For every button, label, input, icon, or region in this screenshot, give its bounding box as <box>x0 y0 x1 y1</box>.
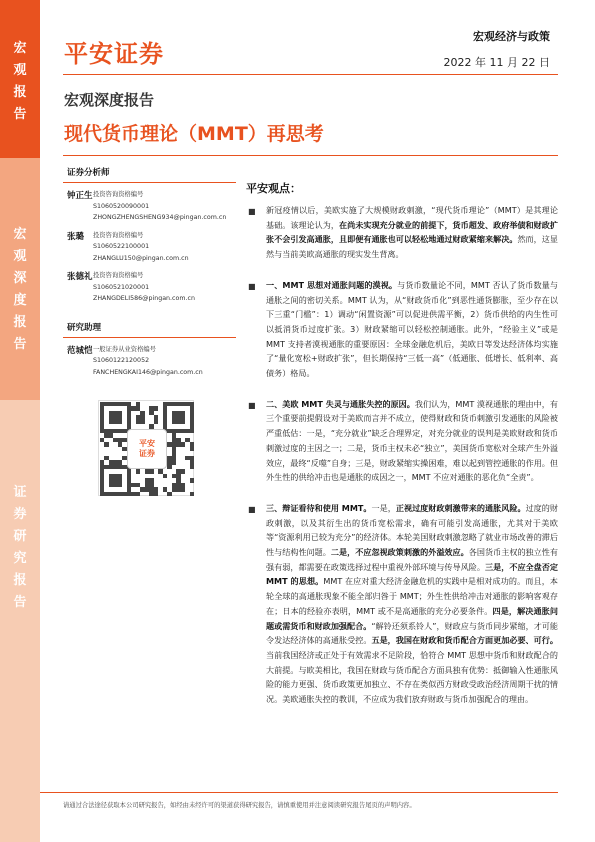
bullet-icon: ■ <box>248 504 256 514</box>
qr-module <box>172 447 176 451</box>
qr-module <box>104 402 108 406</box>
qr-module <box>118 442 122 446</box>
qr-module <box>181 420 185 424</box>
qr-module <box>100 460 104 464</box>
sidebar-block-securities-research-report <box>0 400 40 842</box>
qr-module <box>190 465 194 469</box>
sidebar-char: 观 <box>13 249 27 264</box>
qr-module <box>104 433 108 437</box>
paragraph-key-point: 一、MMT 思想对通胀问题的漠视。 <box>266 279 398 290</box>
viewpoint-paragraph <box>246 278 558 381</box>
paragraph-text: “解铃还须系铃人”，财政应与货币同步紧缩，才可能令发达经济体的高通胀受控。 <box>266 620 558 646</box>
qr-module <box>181 415 185 419</box>
qr-module <box>154 492 158 496</box>
qr-module <box>100 469 104 473</box>
qr-module <box>109 483 113 487</box>
analyst-credential: 一般证券从业资格编号 <box>93 345 156 353</box>
paragraph-key-point: 二是，不应忽视政策刺激的外溢效应。 <box>330 547 469 558</box>
qr-module <box>185 429 189 433</box>
qr-module <box>145 478 149 482</box>
qr-module <box>131 483 135 487</box>
qr-module <box>190 492 194 496</box>
qr-module <box>167 456 171 460</box>
qr-module <box>190 415 194 419</box>
company-logo: 平安证券 <box>64 40 164 68</box>
analyst-info <box>93 270 195 305</box>
qr-logo-line-1: 平安 <box>139 439 155 448</box>
analyst-credential: S1060521020001 <box>93 283 150 291</box>
qr-module <box>167 465 171 469</box>
qr-module <box>149 411 153 415</box>
analyst-credential: S1060122120052 <box>93 357 150 364</box>
qr-module <box>181 429 185 433</box>
analyst-entry <box>63 189 236 224</box>
qr-module <box>167 442 171 446</box>
sidebar-char: 度 <box>13 293 27 308</box>
qr-module <box>176 438 180 442</box>
paragraph-key-point: 四是，解决通胀问题或需货币和财政加强配合。 <box>266 605 558 631</box>
qr-module <box>127 406 131 410</box>
qr-module <box>167 460 171 464</box>
sidebar-char: 宏 <box>13 41 27 56</box>
qr-module <box>127 402 131 406</box>
qr-module <box>100 429 104 433</box>
qr-module <box>145 483 149 487</box>
analyst-info <box>93 344 203 379</box>
qr-module <box>163 474 167 478</box>
bullet-icon: ■ <box>248 207 256 216</box>
qr-logo-line-2: 证券 <box>139 449 155 458</box>
qr-module <box>172 451 176 455</box>
qr-module <box>185 456 189 460</box>
analysts-heading: 证券分析师 <box>63 166 236 183</box>
sidebar-char: 宏 <box>13 227 27 242</box>
qr-module <box>100 492 104 496</box>
paragraph-text: 我们认为，MMT 漠视通胀的理由中，有三个重要前提假设对于美欧而言并不成立，使得财政和货币刺激引发通胀的风险被严重低估：一是，“充分就业”缺乏合理界定，对充分就业的误判是美欧财政和货币刺激过度的主因之一；二是，货币主权未必“独立”，美国货币宽松对全球产生外溢效应，最终“反噬”自身；三是，财政紧缩实操困难，难以起到管控通胀的作用。但外生性的供给冲击也是通胀的成因之一，MMT 不应对通胀的恶化负“全责”。 <box>266 398 558 483</box>
qr-module <box>118 460 122 464</box>
qr-module <box>181 483 185 487</box>
qr-module <box>118 420 122 424</box>
analyst-name: 范城恺 <box>67 345 93 356</box>
qr-module <box>109 433 113 437</box>
qr-module <box>190 429 194 433</box>
paragraph-text: 一是， <box>371 502 396 513</box>
qr-module <box>181 442 185 446</box>
qr-module <box>176 483 180 487</box>
qr-module <box>118 415 122 419</box>
viewpoint-heading: 平安观点： <box>246 182 301 195</box>
qr-module <box>113 478 117 482</box>
qr-module <box>176 478 180 482</box>
analyst-credential: 投资咨询资格编号 <box>93 191 144 198</box>
qr-module <box>118 438 122 442</box>
sidebar-char: 深 <box>13 271 27 286</box>
qr-module <box>163 406 167 410</box>
qr-module <box>118 474 122 478</box>
qr-module <box>127 478 131 482</box>
viewpoints-section <box>246 180 558 723</box>
sidebar-block-macro-depth-report <box>0 158 40 400</box>
qr-module <box>176 402 180 406</box>
qr-module <box>109 429 113 433</box>
qr-module <box>122 402 126 406</box>
analyst-entry <box>63 230 236 265</box>
qr-module <box>136 483 140 487</box>
qr-module <box>109 415 113 419</box>
qr-module <box>140 487 144 491</box>
qr-module <box>113 492 117 496</box>
qr-module <box>118 492 122 496</box>
qr-module <box>149 406 153 410</box>
qr-module <box>100 487 104 491</box>
paragraph-text: 然而，这显然与当前美欧高通胀的现实发生背离。 <box>266 234 558 260</box>
sidebar-char: 证 <box>13 485 27 500</box>
qr-module <box>176 420 180 424</box>
analyst-credential: S1060522100001 <box>93 243 150 250</box>
qr-module <box>149 492 153 496</box>
qr-module <box>136 469 140 473</box>
analyst-email-link[interactable]: FANCHENGKAI146@pingan.com.cn <box>93 368 203 376</box>
qr-module <box>136 406 140 410</box>
analyst-name: 钟正生 <box>67 191 93 201</box>
analyst-panel <box>63 166 236 378</box>
sidebar-char: 券 <box>13 507 27 522</box>
qr-module <box>100 465 104 469</box>
analyst-name: 张德礼 <box>67 272 93 282</box>
qr-module <box>190 420 194 424</box>
qr-module <box>127 420 131 424</box>
paragraph-key-point: 三、辩证看待和使用 MMT。 <box>266 502 372 513</box>
paragraph-key-point: 正视过度财政刺激带来的通胀风险。 <box>395 502 526 513</box>
bullet-icon: ■ <box>248 281 256 291</box>
qr-module <box>172 433 176 437</box>
qr-module <box>185 402 189 406</box>
qr-module <box>136 492 140 496</box>
qr-module <box>190 411 194 415</box>
qr-module <box>185 438 189 442</box>
qr-module <box>181 402 185 406</box>
qr-module <box>181 469 185 473</box>
analyst-entry <box>63 270 236 305</box>
qr-module <box>118 478 122 482</box>
qr-module <box>149 487 153 491</box>
qr-module <box>100 438 104 442</box>
paragraph-key-point: 三是，不应全盘否定 MMT 的思想。 <box>266 561 558 587</box>
assistant-heading: 研究助理 <box>63 321 236 338</box>
qr-module <box>113 460 117 464</box>
bullet-icon: ■ <box>248 400 256 410</box>
qr-module <box>113 411 117 415</box>
qr-module <box>163 402 167 406</box>
qr-module <box>140 415 144 419</box>
qr-module <box>176 487 180 491</box>
paragraph-key-point: 五是，我国在财政和货币配合方面更加必要、可行。 <box>371 635 558 646</box>
viewpoint-paragraph <box>246 501 558 707</box>
qr-module <box>145 469 149 473</box>
report-category: 宏观经济与政策 <box>473 30 550 43</box>
qr-module <box>190 424 194 428</box>
report-type: 宏观深度报告 <box>64 91 155 109</box>
footer-divider <box>40 792 558 793</box>
sidebar-char: 究 <box>13 551 27 566</box>
qr-code[interactable] <box>98 400 194 496</box>
paragraph-text: MMT 在应对重大经济金融危机的实践中是相对成功的。而且，本轮全球的高通胀现象不能全部归咎于 MMT；外生性供给冲击对通胀的影响客观存在；日本的经验亦表明，MMT 或不是高通胀的充分必要条件。 <box>266 576 558 616</box>
qr-module <box>113 465 117 469</box>
qr-module <box>145 487 149 491</box>
qr-module <box>140 420 144 424</box>
qr-module <box>149 478 153 482</box>
qr-logo <box>127 429 167 469</box>
qr-module <box>127 415 131 419</box>
qr-module <box>190 478 194 482</box>
qr-module <box>149 469 153 473</box>
qr-module <box>100 478 104 482</box>
qr-module <box>172 420 176 424</box>
qr-module <box>176 474 180 478</box>
qr-module <box>172 456 176 460</box>
sidebar-char: 研 <box>13 529 27 544</box>
analyst-name: 张璐 <box>67 231 85 242</box>
qr-module <box>190 402 194 406</box>
qr-module <box>167 492 171 496</box>
qr-module <box>149 483 153 487</box>
qr-module <box>172 438 176 442</box>
qr-module <box>109 492 113 496</box>
qr-module <box>172 411 176 415</box>
qr-module <box>100 420 104 424</box>
qr-module <box>118 402 122 406</box>
qr-module <box>109 465 113 469</box>
qr-module <box>118 411 122 415</box>
qr-module <box>100 474 104 478</box>
qr-module <box>100 406 104 410</box>
qr-module <box>109 460 113 464</box>
paragraph-key-point: 在尚未实现充分就业的前提下，货币超发、政府举债和财政扩张不会引发高通胀，且即便有通胀也可以轻松地通过财政紧缩来解决。 <box>266 219 558 245</box>
sidebar-block-macro-report <box>0 0 40 158</box>
analyst-info <box>93 230 189 265</box>
qr-module <box>122 492 126 496</box>
qr-module <box>163 415 167 419</box>
analyst-credential: S1060520090001 <box>93 202 150 210</box>
qr-module <box>176 429 180 433</box>
qr-module <box>167 402 171 406</box>
report-date: 2022 年 11 月 22 日 <box>443 56 550 69</box>
qr-module <box>104 429 108 433</box>
qr-module <box>109 402 113 406</box>
qr-module <box>172 460 176 464</box>
qr-module <box>176 442 180 446</box>
analyst-email-link[interactable]: ZHANGDELI586@pingan.com.cn <box>93 295 195 302</box>
qr-module <box>172 402 176 406</box>
qr-module <box>127 492 131 496</box>
assistant-list <box>63 344 236 379</box>
qr-module <box>109 478 113 482</box>
qr-module <box>176 469 180 473</box>
qr-module <box>136 415 140 419</box>
qr-module <box>109 411 113 415</box>
qr-module <box>100 402 104 406</box>
header-meta <box>444 28 550 70</box>
qr-module <box>181 411 185 415</box>
qr-module <box>190 406 194 410</box>
qr-module <box>113 483 117 487</box>
qr-module <box>172 483 176 487</box>
qr-module <box>190 442 194 446</box>
paragraph-text: 当前我国经济或正处于有效需求不足阶段，恰符合 MMT 思想中货币和财政配合的大前提。与欧美相比，我国在财政与货币配合方面具独有优势：抵御输入性通胀风险的能力更强、货币政策更加独立、不存在类似西方财政受政治经济周期干扰的情况。美欧通胀失控的教训，不应成为我们放弃财政与货币加强配合的理由。 <box>266 649 558 705</box>
qr-module <box>100 424 104 428</box>
qr-module <box>109 420 113 424</box>
sidebar-char: 告 <box>13 337 27 352</box>
qr-module <box>176 411 180 415</box>
qr-module <box>163 411 167 415</box>
qr-module <box>109 474 113 478</box>
qr-module <box>113 420 117 424</box>
qr-module <box>131 492 135 496</box>
qr-module <box>172 474 176 478</box>
title-divider <box>63 155 558 156</box>
viewpoint-paragraphs <box>246 203 558 707</box>
qr-module <box>100 415 104 419</box>
viewpoint-paragraph <box>246 397 558 485</box>
qr-module <box>181 487 185 491</box>
analyst-credential: 投资咨询资格编号 <box>93 231 144 239</box>
qr-module <box>190 456 194 460</box>
sidebar-char: 告 <box>13 595 27 610</box>
qr-module <box>172 429 176 433</box>
qr-module <box>167 429 171 433</box>
qr-module <box>172 442 176 446</box>
qr-module <box>104 492 108 496</box>
paragraph-text: 与货币数量论不同，MMT 否认了货币数量与通胀之间的密切关系。MMT 认为，从“财政货币化”到恶性通货膨胀，至少存在以下三重“门槛”：1）调动“闲置资源”可以促进供需平衡，2）货币供给的内生性可以抵消货币过度扩张。3）财政紧缩可以轻松控制通胀。此外，“经验主义”或是 MMT 支持者漠视通胀的重要原因：全球金融危机后，美欧日等发达经济体均实施了“量化宽松+财政扩张”，但长期保持“三低一高”（低通胀、低增长、低利率、高债务）格局。 <box>266 279 558 379</box>
analyst-email-link[interactable]: ZHONGZHENGSHENG934@pingan.com.cn <box>93 214 227 221</box>
analyst-email-link[interactable]: ZHANGLU150@pingan.com.cn <box>93 254 189 262</box>
paragraph-text: 各国货币主权的独立性有强有弱，都需要在政策选择过程中重视外部环境与传导风险。 <box>266 547 558 572</box>
footer-disclaimer: 请通过合法途径获取本公司研究报告，如经由未经许可的渠道获得研究报告，请慎重使用并注意阅读研究报告尾页的声明内容。 <box>63 802 416 809</box>
qr-module <box>113 429 117 433</box>
qr-module <box>127 483 131 487</box>
sidebar-char: 报 <box>13 85 27 100</box>
analyst-credential: 投资咨询资格编号 <box>93 272 144 279</box>
qr-module <box>127 469 131 473</box>
qr-module <box>154 415 158 419</box>
analyst-entry <box>63 344 236 379</box>
qr-module <box>154 487 158 491</box>
qr-module <box>172 415 176 419</box>
header-divider <box>63 74 558 75</box>
qr-module <box>190 447 194 451</box>
qr-module <box>113 402 117 406</box>
qr-module <box>172 487 176 491</box>
qr-module <box>154 406 158 410</box>
qr-module <box>154 420 158 424</box>
sidebar-char: 观 <box>13 63 27 78</box>
qr-module <box>136 402 140 406</box>
qr-module <box>136 420 140 424</box>
qr-module <box>163 420 167 424</box>
qr-module <box>140 411 144 415</box>
qr-module <box>118 429 122 433</box>
viewpoint-paragraph <box>246 203 558 262</box>
qr-module <box>100 483 104 487</box>
qr-module <box>158 469 162 473</box>
paragraph-text: 过度的财政刺激，以及其衍生出的货币宽松需求，确有可能引发高通胀，尤其对于美欧等“资源利用已较为充分”的经济体。本轮美国财政刺激忽略了就业市场改善的滞后性与结构性问题。 <box>266 502 558 558</box>
qr-module <box>104 456 108 460</box>
analyst-info <box>93 189 226 224</box>
qr-module <box>190 460 194 464</box>
qr-module <box>104 465 108 469</box>
qr-module <box>113 474 117 478</box>
qr-module <box>118 465 122 469</box>
report-title: 现代货币理论（MMT）再思考 <box>64 123 324 145</box>
analyst-list <box>63 189 236 305</box>
qr-module <box>127 487 131 491</box>
qr-module <box>127 411 131 415</box>
qr-module <box>131 406 135 410</box>
qr-module <box>127 474 131 478</box>
qr-module <box>118 483 122 487</box>
qr-module <box>100 411 104 415</box>
paragraph-key-point: 二、美欧 MMT 失灵与通胀失控的原因。 <box>266 398 415 409</box>
qr-module <box>113 415 117 419</box>
qr-module <box>176 415 180 419</box>
sidebar-char: 报 <box>13 315 27 330</box>
sidebar-char: 告 <box>13 107 27 122</box>
sidebar-char: 报 <box>13 573 27 588</box>
qr-module <box>113 438 117 442</box>
qr-module <box>104 442 108 446</box>
qr-module <box>163 487 167 491</box>
paragraph-text: 新冠疫情以后，美欧实施了大规模财政刺激，“现代货币理论”（MMT）是其理论基础。该理论认为， <box>266 205 558 230</box>
